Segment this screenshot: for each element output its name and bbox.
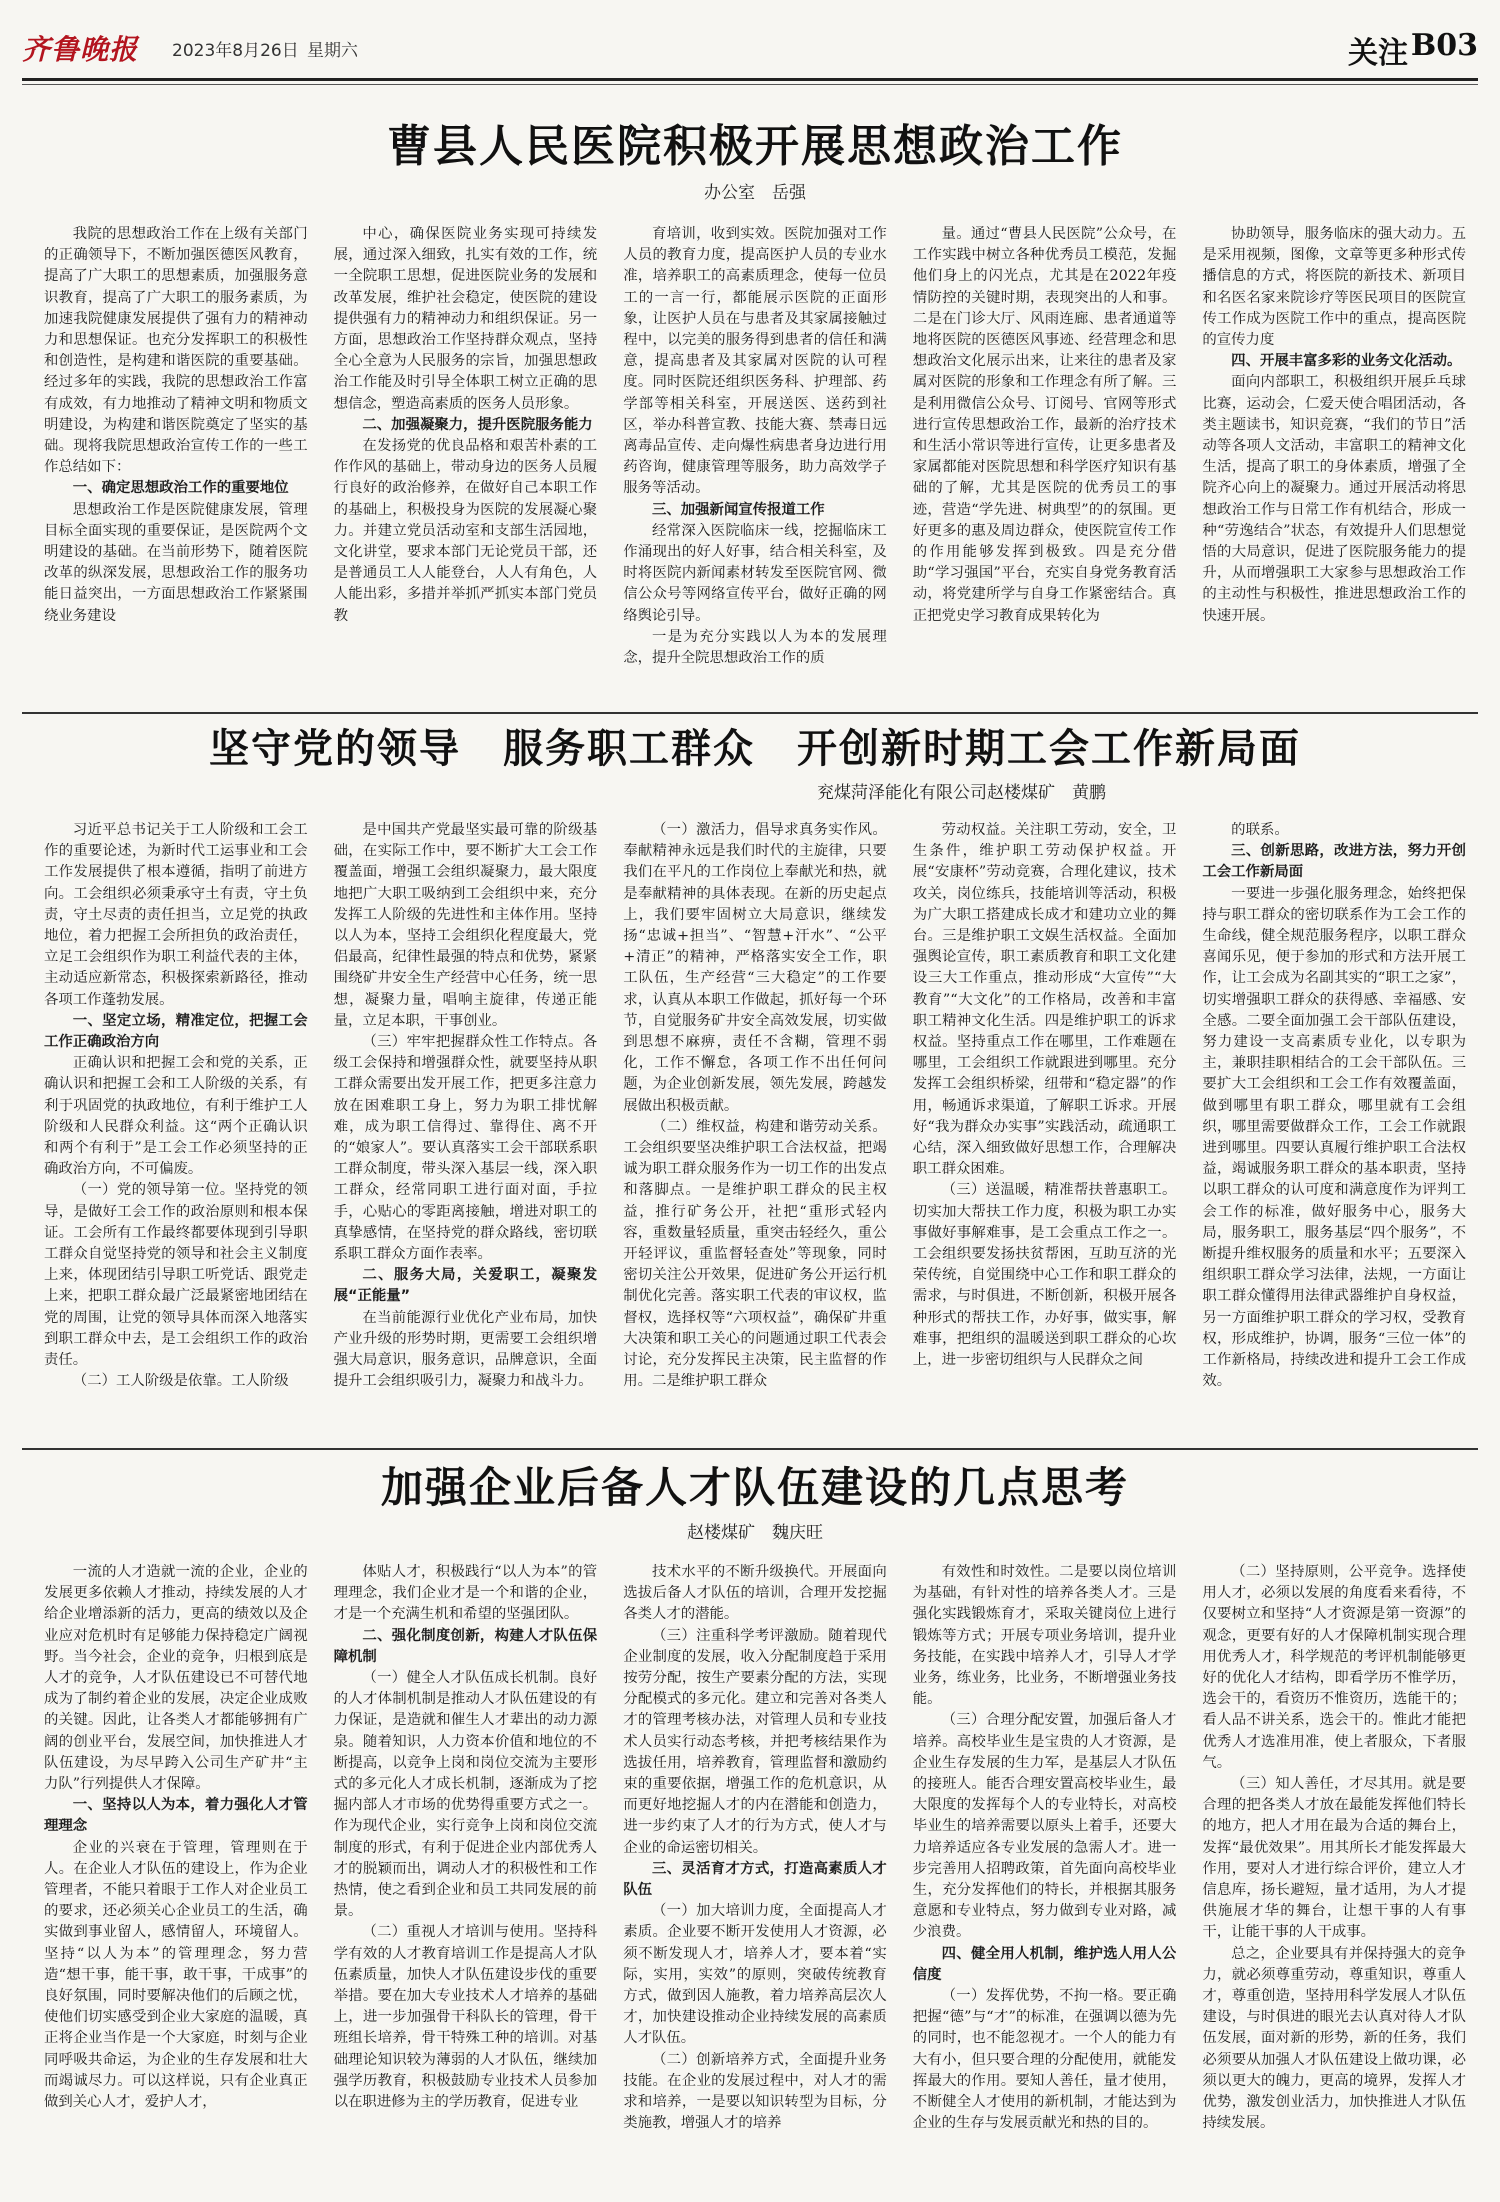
article-title: 坚守党的领导 服务职工群众 开创新时期工会工作新局面	[209, 725, 1301, 772]
paragraph: 一要进一步强化服务理念，始终把保持与职工群众的密切联系作为工会工作的生命线，健全规范服务程序，以职工群众喜闻乐见，便于参加的形式和方法开展工作，让工会成为名副其实的“职工之家”，切实增强职工群众的获得感、幸福感、安全感。二要全面加强工会干部队伍建设，努力建设一支高素质专业化，以专职为主，兼职挂职相结合的工会干部队伍。三要扩大工会组织和工会工作有效覆盖面，做到哪里有职工群众，哪里就有工会组织，哪里需要做群众工作，工会工作就跟进到哪里。四要认真履行维护职工合法权益，竭诚服务职工群众的基本职责，坚持以职工群众的认可度和满意度作为评判工会工作的标准，做好服务中心，服务大局，服务职工，服务基层“四个服务”，不断提升维权服务的质量和水平；五要深入组织职工群众学习法律，法规，一方面让职工群众懂得用法律武器维护自身权益，另一方面维护职工群众的学习权，受教育权，形成维护，协调，服务“三位一体”的工作新格局，持续改进和提升工会工作成效。	[1202, 885, 1466, 1390]
text-column	[623, 224, 887, 710]
masthead	[22, 28, 1478, 84]
section-heading: 二、服务大局，关爱职工，凝聚发展“正能量”	[333, 1267, 598, 1305]
section-heading: 一、坚持以人为本，着力强化人才管理理念	[44, 1797, 308, 1835]
paragraph: 的联系。	[1231, 822, 1289, 838]
text-column	[1202, 1562, 1466, 2192]
paragraph: 经常深入医院临床一线，挖掘临床工作涌现出的好人好事，结合相关科室，及时将医院内新闻素材转发至医院官网、微信公众号等网络宣传平台，做好正确的网络舆论引导。	[623, 522, 887, 624]
paragraph: 劳动权益。关注职工劳动，安全，卫生条件，维护职工劳动保护权益。开展“安康杯”劳动竞赛，合理化建议，技术攻关，岗位练兵，技能培训等活动，积极为广大职工搭建成长成才和建功立业的舞台。三是维护职工文娱生活权益。全面加强舆论宣传，职工素质教育和职工文化建设三大工作重点，推动形成“大宣传”“大教育”“大文化”的工作格局，改善和丰富职工精神文化生活。四是维护职工的诉求权益。坚持重点工作在哪里，工作难题在哪里，工会组织工作就跟进到哪里。充分发挥工会组织桥梁，纽带和“稳定器”的作用，畅通诉求渠道，了解职工诉求。开展好“我为群众办实事”实践活动，疏通职工心结，深入细致做好思想工作，合理解决职工群众困难。	[912, 822, 1177, 1178]
section-heading: 三、灵活育才方式，打造高素质人才队伍	[623, 1860, 887, 1899]
paragraph: 是中国共产党最坚实最可靠的阶级基础，在实际工作中，要不断扩大工会工作覆盖面，增强工会组织凝聚力，最大限度地把广大职工吸纳到工会组织中来，充分发挥工人阶级的先进性和主体作用。坚持以人为本，坚持工会组织化程度最大，党侣最高，纪律性最强的特点和优势，紧紧围绕矿井安全生产经营中心任务，统一思想，凝聚力量，唱响主旋律，传递正能量，立足本职，干事创业。	[333, 822, 598, 1029]
header-rule	[22, 78, 1478, 81]
article-columns	[44, 224, 1466, 710]
paragraph: 我院的思想政治工作在上级有关部门的正确领导下，不断加强医德医风教育，提高了广大职工的思想素质，加强服务意识教育，提高了广大职工的服务素质，为加速我院健康发展提供了强有力的精神动力和思想保证。也充分发挥职工的积极性和创造性，是构建和谐医院的重要基础。经过多年的实践，我院的思想政治工作富有成效，有力地推动了精神文明和物质文明建设，为构建和谐医院奠定了坚实的基础。现将我院思想政治宣传工作的一些工作总结如下：	[44, 226, 308, 476]
paragraph: 一是为充分实践以人为本的发展理念，提升全院思想政治工作的质	[623, 628, 887, 667]
paragraph: （二）重视人才培训与使用。坚持科学有效的人才教育培训工作是提高人才队伍素质量，加快人才队伍建设步伐的重要举措。要在加大专业技术人才培养的基础上，进一步加强骨干科队长的管理，骨干班组长培养，骨干特殊工种的培训。对基础理论知识较为薄弱的人才队伍，继续加强学历教育，积极鼓励专业技术人员参加以在职进修为主的学历教育，促进专业	[333, 1924, 598, 2111]
issue-weekday: 星期六	[307, 41, 358, 61]
paragraph: （二）坚持原则，公平竞争。选择使用人才，必须以发展的角度看来看待，不仅要树立和坚持“人才资源是第一资源”的观念，更要有好的人才保障机制实现合理用优秀人才，科学规范的考评机制能够更好的优化人才结构，即看学历不惟学历，选会干的，看资历不惟资历，选能干的；看人品不讲关系，选会干的。惟此才能把优秀人才选准用准，使上者服众，下者服气。	[1202, 1564, 1466, 1771]
page-number: B03	[1410, 28, 1478, 63]
text-column	[44, 1562, 308, 2192]
article-byline: 赵楼煤矿 魏庆旺	[687, 1523, 823, 1543]
paragraph: 在发扬党的优良品格和艰苦朴素的工作作风的基础上，带动身边的医务人员履行良好的政治修养，在做好自己本职工作的基础上，积极投身为医院的发展凝心聚力。并建立党员活动室和支部生活园地，文化讲堂，要求本部门无论党员干部，还是普通员工人人能登台，人人有角色，人人能出彩，多措并举抓严抓实本部门党员教	[333, 438, 598, 624]
paragraph: （二）维权益，构建和谐劳动关系。工会组织要坚决维护职工合法权益，把竭诚为职工群众服务作为一切工作的出发点和落脚点。一是维护职工群众的民主权益，推行矿务公开，社把“重形式轻内容，重数量轻质量，重突击轻经久，重公开轻评议，重监督轻查处”等现象，同时密切关注公开效果，促进矿务公开运行机制优化完善。落实职工代表的审议权，监督权，选择权等“六项权益”，确保矿井重大决策和职工关心的问题通过职工代表会讨论，充分发挥民主决策，民主监督的作用。二是维护职工群众	[623, 1118, 887, 1390]
section-heading: 四、开展丰富多彩的业务文化活动。	[1231, 353, 1462, 370]
paragraph: （一）党的领导第一位。坚持党的领导，是做好工会工作的政治原则和根本保证。工会所有工作最终都要体现到引导职工群众自觉坚持党的领导和社会主义制度上来，体现团结引导职工听党话、跟党走上来，把职工群众最广泛最紧密地团结在党的周围，让党的领导具体而深入地落实到职工群众中去，是工会组织工作的政治责任。	[44, 1182, 308, 1369]
section-heading: 二、强化制度创新，构建人才队伍保障机制	[333, 1627, 598, 1665]
paragraph: 面向内部职工，积极组织开展乒乓球比赛，运动会，仁爱天使合唱团活动，各类主题读书，知识竞赛，“我们的节日”活动等各项人文活动，丰富职工的精神文化生活，提高了职工的身体素质，增强了全院齐心向上的凝聚力。通过开展活动将思想政治工作与日常工作有机结合，形成一种“劳逸结合”状态，有效提升人们思想觉悟的大局意识，促进了医院服务能力的提升，从而增强职工大家参与思想政治工作的主动性与积极性，推进思想政治工作的快速开展。	[1202, 374, 1466, 624]
article-divider	[22, 1448, 1478, 1450]
text-column	[623, 1562, 887, 2192]
paragraph: （二）创新培养方式，全面提升业务技能。在企业的发展过程中，对人才的需求和培养，一是要以知识转型为目标，分类施教，增强人才的培养	[623, 2051, 887, 2132]
article-hospital-political-work	[44, 120, 1466, 710]
section-heading: 三、加强新闻宣传报道工作	[651, 501, 825, 518]
text-column	[913, 1562, 1177, 2192]
text-column	[623, 820, 887, 1436]
paragraph: （三）知人善任，才尽其用。就是要合理的把各类人才放在最能发挥他们特长的地方，把人才用在最为合适的舞台上，发挥“最优效果”。用其所长才能发挥最大作用，要对人才进行综合评价，建立人才信息库，扬长避短，量才适用，为人才提供施展才华的舞台，让想干事的人有事干，让能干事的人干成事。	[1202, 1776, 1466, 1941]
paragraph: （一）激活力，倡导求真务实作风。奉献精神永远是我们时代的主旋律，只要我们在平凡的工作岗位上奉献光和热，就是奉献精神的具体表现。在新的历史起点上，我们要牢固树立大局意识，继续发扬“忠诚+担当”、“智慧+汗水”、“公平+清正”的精神，严格落实安全工作，职工队伍，生产经营“三大稳定”的工作要求，认真从本职工作做起，抓好每一个环节，自觉服务矿井安全高效发展，切实做到思想不麻痹，责任不含糊，管理不弱化，工作不懈怠，各项工作不出任何问题，为企业创新发展，领先发展，跨越发展做出积极贡献。	[623, 822, 887, 1114]
paragraph: （一）发挥优势，不拘一格。要正确把握“德”与“才”的标准，在强调以德为先的同时，也不能忽视才。一个人的能力有大有小，但只要合理的分配使用，就能发挥最大的作用。要知人善任，量才使用，不断健全人才使用的新机制，才能达到为企业的生存与发展贡献光和热的目的。	[912, 1988, 1177, 2132]
article-title: 加强企业后备人才队伍建设的几点思考	[380, 1463, 1129, 1512]
article-union-work	[44, 724, 1466, 1444]
article-columns	[44, 820, 1466, 1436]
section-heading: 一、坚定立场，精准定位，把握工会工作正确政治方向	[44, 1012, 308, 1051]
paragraph: 思想政治工作是医院健康发展，管理目标全面实现的重要保证，是医院两个文明建设的基础。在当前形势下，随着医院改革的纵深发展，思想政治工作的服务功能日益突出，一方面思想政治工作紧紧围绕业务建设	[44, 501, 308, 624]
paragraph: （一）加大培训力度，全面提高人才素质。企业要不断开发使用人才资源，必须不断发现人才，培养人才，要本着“实际，实用，实效”的原则，突破传统教育方式，做到因人施教，着力培养高层次人才，加快建设推动企业持续发展的高素质人才队伍。	[623, 1903, 887, 2047]
text-column	[334, 1562, 598, 2192]
paragraph: 一流的人才造就一流的企业，企业的发展更多依赖人才推动，持续发展的人才给企业增添新的活力，更高的绩效以及企业应对危机时有足够能力保持稳定广阔视野。当今社会，企业的竞争，归根到底是人才的竞争，人才队伍建设已不可替代地成为了制约着企业的发展，决定企业成败的关键。因此，让各类人才都能够拥有广阔的创业平台，发展空间，加快推进人才队伍建设，为尽早跨入公司生产矿井“主力队”行列提供人才保障。	[44, 1564, 308, 1793]
paragraph: （三）注重科学考评激励。随着现代企业制度的发展，收入分配制度趋于采用按劳分配，按生产要素分配的方法，实现分配模式的多元化。建立和完善对各类人才的管理考核办法，对管理人员和专业技术人员实行动态考核，并把考核结果作为选拔任用，培养教育，管理监督和激励约束的重要依据，增强工作的危机意识，从而更好地挖掘人才的内在潜能和创造力，进一步约束了人才的行为方式，使人才与企业的命运密切相关。	[623, 1627, 887, 1856]
header-rule-thin	[22, 84, 1478, 85]
paragraph: 习近平总书记关于工人阶级和工会工作的重要论述，为新时代工运事业和工会工作发展提供了根本遵循，指明了前进方向。工会组织必须秉承守土有责，守土负责，守土尽责的责任担当，立足党的执政地位，着力把握工会所担负的政治责任，立足工会组织作为职工利益代表的主体，主动适应新常态，积极探索新路径，推动各项工作蓬勃发展。	[44, 822, 308, 1008]
paragraph: 育培训，收到实效。医院加强对工作人员的教育力度，提高医护人员的专业水准，培养职工的高素质理念，使每一位员工的一言一行，都能展示医院的正面形象，让医护人员在与患者及其家属接触过程中，以完美的服务得到患者的信任和满意，提高患者及其家属对医院的认可程度。同时医院还组织医务科、护理部、药学部等相关科室，开展送医、送药到社区，举办科普宣教、技能大赛、禁毒日远离毒品宣传、走向爆性病患者身边进行用药咨询，健康管理等服务，助力高效学子服务等活动。	[623, 226, 887, 497]
paragraph: 总之，企业要具有并保持强大的竞争力，就必须尊重劳动，尊重知识，尊重人才，尊重创造，坚持用科学发展人才队伍建设，与时俱进的眼光去认真对待人才队伍发展，面对新的形势，新的任务，我们必须要从加强人才队伍建设上做功课，必须以更大的魄力，更高的境界，发挥人才优势，激发创业活力，加快推进人才队伍持续发展。	[1202, 1945, 1466, 2132]
paragraph: （二）工人阶级是依靠。工人阶级	[72, 1373, 289, 1390]
paragraph: （一）健全人才队伍成长机制。良好的人才体制机制是推动人才队伍建设的有力保证，是造就和催生人才辈出的动力源泉。随着知识，人力资本价值和地位的不断提高，以竞争上岗和岗位交流为主要形式的多元化人才成长机制，逐渐成为了挖掘内部人才市场的优势得重要方式之一。作为现代企业，实行竞争上岗和岗位交流制度的形式，有利于促进企业内部优秀人才的脱颖而出，调动人才的积极性和工作热情，使之看到企业和员工共同发展的前景。	[333, 1670, 598, 1920]
section-heading: 一、确定思想政治工作的重要地位	[72, 480, 289, 497]
text-column	[913, 224, 1177, 710]
section-heading: 二、加强凝聚力，提升医院服务能力	[362, 416, 593, 433]
article-columns	[44, 1562, 1466, 2192]
paragraph: 体贴人才，积极践行“以人为本”的管理理念，我们企业才是一个和谐的企业，才是一个充满生机和希望的坚强团队。	[333, 1564, 598, 1623]
paragraph: 协助领导，服务临床的强大动力。五是采用视频，图像，文章等更多种形式传播信息的方式，将医院的新技术、新项目和名医名家来院诊疗等医民项目的医院宣传工作成为医院工作中的重点，提高医院的宣传力度	[1202, 226, 1466, 349]
text-column	[1202, 224, 1466, 710]
paragraph: 技术水平的不断升级换代。开展面向选拔后备人才队伍的培训，合理开发挖掘各类人才的潜能。	[623, 1564, 887, 1623]
text-column	[44, 224, 308, 710]
section-heading: 三、创新思路，改进方法，努力开创工会工作新局面	[1202, 843, 1466, 881]
paragraph: 量。通过“曹县人民医院”公众号，在工作实践中树立各种优秀员工模范，发掘他们身上的闪光点，尤其是在2022年疫情防控的关键时期，表现突出的人和事。二是在门诊大厅、风雨连廊、患者通道等地将医院的医德医风事迹、经营理念和思想政治文化展示出来，让来往的患者及家属对医院的形象和工作理念有所了解。三是利用微信公众号、订阅号、官网等形式进行宣传思想政治工作，最新的治疗技术和生活小常识等进行宣传，让更多患者及家属都能对医院思想和科学医疗知识有基础的了解，尤其是医院的优秀员工的事迹，营造“学先进、树典型”的的氛围。更好更多的惠及周边群众，使医院宣传工作的作用能够发挥到极致。四是充分借助“学习强国”平台，充实自身党务教育活动，将党建所学与自身工作紧密结合。真正把党史学习教育成果转化为	[912, 226, 1177, 624]
section-name: 关注	[1348, 36, 1408, 71]
text-column	[1202, 820, 1466, 1436]
paragraph: （三）送温暖，精准帮扶普惠职工。切实加大帮扶工作力度，积极为职工办实事做好事解难事，是工会重点工作之一。工会组织要发扬扶贫帮困，互助互济的光荣传统，自觉围绕中心工作和职工群众的需求，与时俱进，不断创新，积极开展各种形式的帮扶工作，办好事，做实事，解难事，把组织的温暖送到职工群众的心坎上，进一步密切组织与人民群众之间	[912, 1182, 1177, 1369]
issue-date: 2023年8月26日	[172, 41, 299, 61]
paragraph: （三）合理分配安置，加强后备人才培养。高校毕业生是宝贵的人才资源，是企业生存发展的生力军，是基层人才队伍的接班人。能否合理安置高校毕业生，最大限度的发挥每个人的专业特长，对高校毕业生的培养需要以原头上着手，还要大力培养适应各专业发展的急需人才。进一步完善用人招聘政策，首先面向高校毕业生，充分发挥他们的特长，并根据其服务意愿和专业特点，努力做到专业对路，减少浪费。	[912, 1712, 1177, 1941]
text-column	[334, 224, 598, 710]
section-heading: 四、健全用人机制，维护选人用人公信度	[912, 1945, 1177, 1983]
paragraph: （三）牢牢把握群众性工作特点。各级工会保持和增强群众性，就要坚持从职工群众需要出发开展工作，把更多注意力放在困难职工身上，努力为职工排忧解难，成为职工信得过、靠得住、离不开的“娘家人”。要认真落实工会干部联系职工群众制度，带头深入基层一线，深入职工群众，经常同职工进行面对面，手拉手，心贴心的零距离接触，增进对职工的真挚感情，在坚持党的群众路线，密切联系职工群众方面作表率。	[333, 1034, 598, 1263]
article-talent-reserve	[44, 1462, 1466, 2192]
text-column	[44, 820, 308, 1436]
paragraph: 中心，确保医院业务实现可持续发展，通过深入细致，扎实有效的工作，统一全院职工思想，促进医院业务的发展和改革发展，维护社会稳定，使医院的建设提供强有力的精神动力和组织保证。另一方面，思想政治工作坚持群众观点，坚持全心全意为人民服务的宗旨，加强思想政治工作能及时引导全体职工树立正确的思想信念，塑造高素质的医务人员形象。	[333, 226, 598, 412]
text-column	[334, 820, 598, 1436]
newspaper-logo: 齐鲁晚报	[22, 33, 139, 66]
article-divider	[22, 712, 1478, 714]
paragraph: 正确认识和把握工会和党的关系，正确认识和把握工会和工人阶级的关系，有利于巩固党的执政地位，有利于维护工人阶级和人民群众利益。这“两个正确认识和两个有利于”是工会工作必须坚持的正确政治方向，不可偏废。	[44, 1055, 308, 1178]
text-column	[913, 820, 1177, 1436]
paragraph: 企业的兴衰在于管理，管理则在于人。在企业人才队伍的建设上，作为企业管理者，不能只着眼于工作人对企业员工的要求，还必须关心企业员工的生活，确实做到事业留人，感情留人，环境留人。坚持“以人为本”的管理理念，努力营造“想干事，能干事，敢干事，干成事”的良好氛围，同时要解决他们的后顾之忧，使他们切实感受到企业大家庭的温暖，真正将企业当作是一个大家庭，时刻与企业同呼吸共命运，为企业的生存发展和壮大而竭诚尽力。可以这样说，只有企业真正做到关心人才，爱护人才，	[44, 1839, 308, 2111]
paragraph: 有效性和时效性。二是要以岗位培训为基础，有针对性的培养各类人才。三是强化实践锻炼育才，采取关键岗位上进行锻炼等方式；开展专项业务培训，提升业务技能，在实践中培养人才，引导人才学业务，练业务，比业务，不断增强业务技能。	[912, 1564, 1177, 1708]
article-byline: 办公室 岳强	[704, 183, 806, 203]
article-title: 曹县人民医院积极开展思想政治工作	[387, 121, 1123, 172]
article-byline: 兖煤菏泽能化有限公司赵楼煤矿 黄鹏	[817, 783, 1106, 803]
paragraph: 在当前能源行业优化产业布局，加快产业升级的形势时期，更需要工会组织增强大局意识，服务意识，品牌意识，全面提升工会组织吸引力，凝聚力和战斗力。	[333, 1309, 598, 1390]
